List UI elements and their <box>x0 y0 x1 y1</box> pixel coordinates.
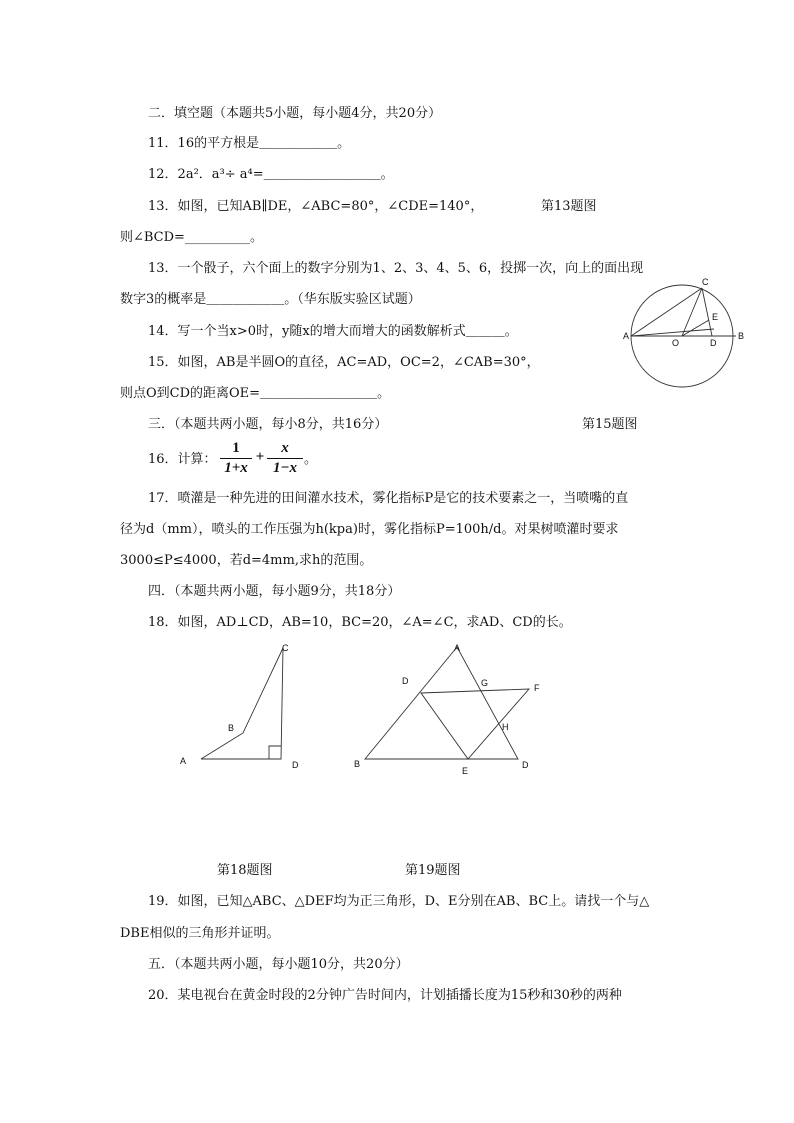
question-16-end: 。 <box>304 452 318 467</box>
question-17-line-3: 3000≤P≤4000，若d=4mm,求h的范围。 <box>120 553 373 568</box>
figure-19-caption: 第19题图 <box>405 863 461 878</box>
fig18-label-b: B <box>228 723 235 733</box>
fraction-1-denominator: 1+x <box>224 460 248 476</box>
fig15-label-b: B <box>738 331 745 341</box>
fraction-2-numerator: x <box>281 440 289 456</box>
section-3-heading: 三．（本题共两小题，每小8分，共16分） <box>148 417 388 432</box>
fig19-label-a: A <box>454 643 461 653</box>
question-19-line-2: DBE相似的三角形并证明。 <box>120 926 280 941</box>
question-13-line-2: 则∠BCD=__________。 <box>120 230 263 245</box>
fig18-label-a: A <box>180 756 187 766</box>
fig15-label-a: A <box>623 331 630 341</box>
question-20: 20．某电视台在黄金时段的2分钟广告时间内，计划插播长度为15秒和30秒的两种 <box>148 988 622 1003</box>
fraction-2-denominator: 1−x <box>272 460 298 476</box>
fig15-label-e: E <box>712 312 719 322</box>
figure-19-diagram <box>345 640 555 785</box>
figure-15-circle-diagram <box>620 278 750 388</box>
section-2-heading: 二．填空题（本题共5小题，每小题4分，共20分） <box>148 106 442 121</box>
fig18-label-c: C <box>282 643 289 653</box>
figure-18-diagram <box>170 640 310 775</box>
question-18: 18．如图，AD⊥CD，AB=10，BC=20，∠A=∠C，求AD、CD的长。 <box>148 615 572 630</box>
question-15-line-1: 15．如图，AB是半圆O的直径，AC=AD，OC=2，∠CAB=30°， <box>148 355 540 370</box>
question-14: 14．写一个当x>0时，y随x的增大而增大的函数解析式＿＿＿。 <box>148 324 518 339</box>
fig19-label-b: B <box>354 759 361 769</box>
fig19-label-h: H <box>502 722 509 732</box>
question-13-probability-line-1: 13．一个骰子，六个面上的数字分别为1、2、3、4、5、6，投掷一次，向上的面出现 <box>148 261 644 276</box>
fraction-1-numerator: 1 <box>232 440 240 456</box>
fig15-label-d: D <box>710 338 717 348</box>
question-11: 11．16的平方根是＿＿＿＿＿＿。 <box>148 136 351 151</box>
fig15-label-o: O <box>672 338 680 348</box>
fig19-label-g: G <box>481 678 489 688</box>
fig19-label-d-left: D <box>402 676 409 686</box>
question-17-line-1: 17．喷灌是一种先进的田间灌水技术，雾化指标P是它的技术要素之一，当喷嘴的直 <box>148 491 629 506</box>
question-17-line-2: 径为d（mm），喷头的工作压强为h(kpa)时，雾化指标P=100h/d。对果树喷灌时要求 <box>120 522 619 537</box>
section-5-heading: 五．（本题共两小题，每小题10分，共20分） <box>148 957 409 972</box>
question-13-probability-line-2: 数字3的概率是＿＿＿＿＿＿。（华东版实验区试题） <box>120 292 421 307</box>
figure-18-caption: 第18题图 <box>217 863 273 878</box>
figure-15-caption: 第15题图 <box>582 417 638 432</box>
fig15-label-c: C <box>702 277 709 287</box>
question-13-line-1: 13．如图，已知AB∥DE，∠ABC=80°，∠CDE=140°， <box>148 199 484 214</box>
question-16: 16．计算： <box>148 452 217 467</box>
plus-sign: + <box>255 449 265 465</box>
question-15-line-2: 则点O到CD的距离OE=＿＿＿＿＿＿＿＿＿。 <box>120 386 391 401</box>
fig19-label-e: E <box>462 766 469 776</box>
figure-13-caption: 第13题图 <box>541 199 597 214</box>
fig19-label-d-right: D <box>522 760 529 770</box>
fig18-label-d: D <box>292 760 299 770</box>
question-12: 12．2a²．a³÷ a⁴=＿＿＿＿＿＿＿＿＿。 <box>148 167 394 182</box>
section-4-heading: 四．（本题共两小题，每小题9分，共18分） <box>148 584 401 599</box>
fig19-label-f: F <box>534 683 540 693</box>
question-19-line-1: 19．如图，已知△ABC、△DEF均为正三角形，D、E分别在AB、BC上。请找一个与△ <box>148 894 650 909</box>
